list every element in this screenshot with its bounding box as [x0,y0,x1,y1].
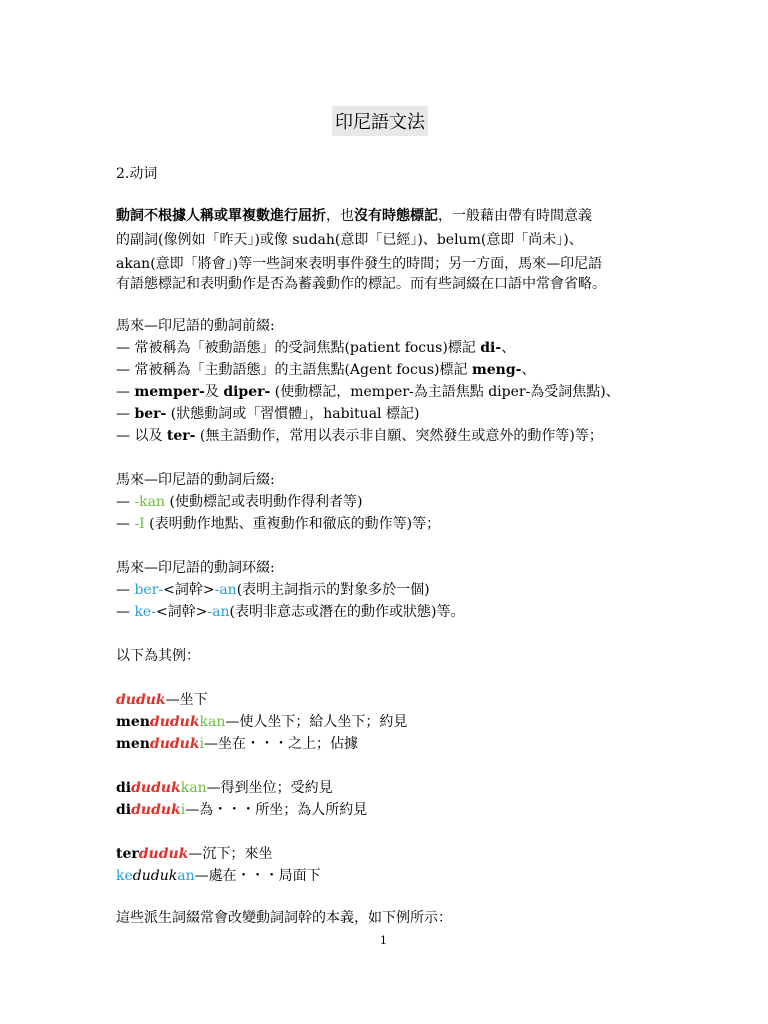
example-terduduk: terduduk—沉下；來坐 [116,846,273,862]
intro-line-2: 的副詞(像例如「昨天」)或像 sudah(意即「已經」)、belum(意即「尚未」)、 [116,232,583,248]
example-menduduki: menduduki—坐在・・・之上；佔據 [116,736,359,752]
example-didudukkan: didudukkan—得到坐位；受約見 [116,780,333,796]
page-number: 1 [380,934,387,947]
suffix-item-kan: — -kan (使動標記或表明動作得利者等) [116,494,363,510]
prefix-item-memper: — memper-及 diper- (使動標記，memper-為主語焦點 diper-為受詞焦點)、 [116,384,620,400]
example-diduduki: diduduki—為・・・所坐；為人所約見 [116,802,368,818]
intro-line-1: 動詞不根據人稱或單複數進行屈折，也沒有時態標記，一般藉由帶有時間意義 [116,208,592,224]
suffix-heading: 馬來—印尼語的動詞后綴: [116,472,275,488]
prefix-item-meng: — 常被稱為「主動語態」的主語焦點(Agent focus)標記 meng-、 [116,362,536,378]
example-kedudukan: kedudukan—處在・・・局面下 [116,868,321,884]
page-title: 印尼語文法 [332,106,428,136]
circumfix-item-ber-an: — ber-<詞幹>-an(表明主詞指示的對象多於一個) [116,582,430,598]
circumfix-heading: 馬來—印尼語的動詞环綴: [116,560,275,576]
intro-line-4: 有語態標記和表明動作是否為蓄義動作的標記。而有些詞綴在口語中常會省略。 [116,276,606,292]
closing-line: 這些派生詞綴常會改變動詞詞幹的本義，如下例所示： [116,910,452,926]
intro-line-3: akan(意即「將會」)等一些詞來表明事件發生的時間；另一方面，馬來—印尼語 [116,256,603,272]
suffix-item-i: — -I (表明動作地點、重複動作和徹底的動作等)等； [116,516,441,532]
circumfix-item-ke-an: — ke-<詞幹>-an(表明非意志或潛在的動作或狀態)等。 [116,604,465,620]
section-heading: 2.动词 [116,166,158,182]
prefix-heading: 馬來—印尼語的動詞前綴: [116,318,275,334]
example-mendudukkan: mendudukkan—使人坐下；給人坐下；約見 [116,714,408,730]
examples-heading: 以下為其例： [116,648,200,664]
prefix-item-di: — 常被稱為「被動語態」的受詞焦點(patient focus)標記 di-、 [116,340,516,356]
prefix-item-ber: — ber- (狀態動詞或「習慣體」，habitual 標記) [116,406,420,422]
example-duduk: duduk—坐下 [116,692,208,708]
prefix-item-ter: — 以及 ter- (無主語動作，常用以表示非自願、突然發生或意外的動作等)等； [116,428,603,444]
